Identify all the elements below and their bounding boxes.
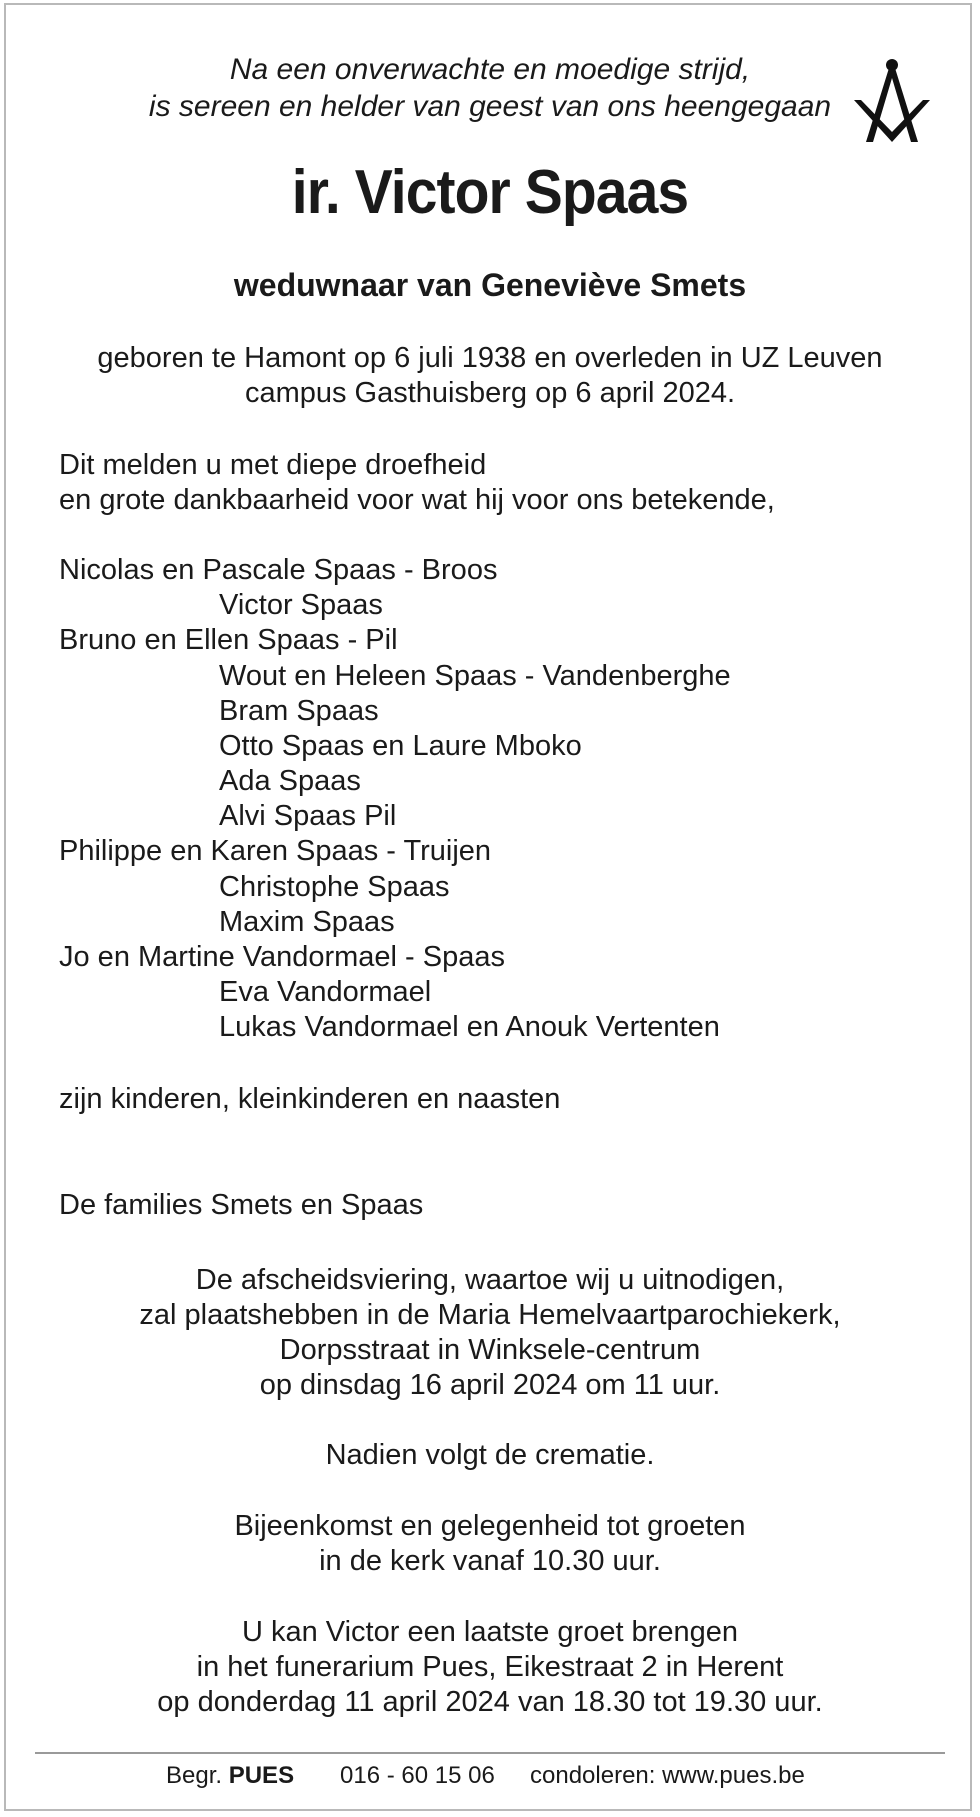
family-line: Nicolas en Pascale Spaas - Broos — [59, 554, 498, 586]
undertaker-prefix: Begr. — [166, 1762, 223, 1789]
ceremony-line-3: Dorpsstraat in Winksele-centrum — [279, 1334, 701, 1366]
intro-line-1: Na een onverwachte en moedige strijd, — [229, 53, 751, 86]
visitation-line-2: in het funerarium Pues, Eikestraat 2 in Herent — [196, 1651, 784, 1683]
announce-line-1: Dit melden u met diepe droefheid — [59, 449, 487, 481]
cremation-text: Nadien volgt de crematie. — [325, 1439, 655, 1471]
family-line: Bruno en Ellen Spaas - Pil — [59, 624, 398, 656]
family-line: Philippe en Karen Spaas - Truijen — [59, 835, 492, 867]
family-line: Jo en Martine Vandormael - Spaas — [59, 941, 505, 973]
gathering-line-2: in de kerk vanaf 10.30 uur. — [319, 1545, 661, 1577]
intro-line-2: is sereen en helder van geest van ons heengegaan — [148, 90, 832, 123]
condolences-link[interactable]: condoleren: www.pues.be — [530, 1762, 805, 1789]
undertaker-name: PUES — [228, 1762, 295, 1789]
family-line: Bram Spaas — [219, 695, 379, 727]
square-and-compass-icon — [852, 58, 932, 146]
family-line: Otto Spaas en Laure Mboko — [219, 730, 582, 762]
announce-line-2: en grote dankbaarheid voor wat hij voor ons betekende, — [59, 484, 775, 516]
birth-line-2: campus Gasthuisberg op 6 april 2024. — [244, 377, 736, 409]
visitation-line-3: op donderdag 11 april 2024 van 18.30 tot 19.30 uur. — [157, 1686, 823, 1718]
family-line: Lukas Vandormael en Anouk Vertenten — [219, 1011, 720, 1043]
family-line: Eva Vandormael — [219, 976, 432, 1008]
family-line: Christophe Spaas — [219, 871, 450, 903]
gathering-line-1: Bijeenkomst en gelegenheid tot groeten — [234, 1510, 746, 1542]
family-line: Victor Spaas — [219, 589, 383, 621]
visitation-line-1: U kan Victor een laatste groet brengen — [241, 1616, 738, 1648]
subtitle: weduwnaar van Geneviève Smets — [233, 267, 747, 303]
ceremony-line-2: zal plaatshebben in de Maria Hemelvaartparochiekerk, — [139, 1299, 841, 1331]
family-line: Maxim Spaas — [219, 906, 395, 938]
family-line: Wout en Heleen Spaas - Vandenberghe — [219, 660, 731, 692]
footer-divider — [35, 1752, 945, 1754]
undertaker-phone: 016 - 60 15 06 — [340, 1762, 495, 1789]
ceremony-line-4: op dinsdag 16 april 2024 om 11 uur. — [259, 1369, 721, 1401]
undertaker-credit — [166, 1761, 294, 1791]
families-text: De families Smets en Spaas — [59, 1189, 424, 1221]
deceased-name: ir. Victor Spaas — [291, 158, 689, 227]
relation-text: zijn kinderen, kleinkinderen en naasten — [59, 1083, 561, 1115]
family-line: Ada Spaas — [219, 765, 361, 797]
ceremony-line-1: De afscheidsviering, waartoe wij u uitnodigen, — [195, 1264, 785, 1296]
birth-line-1: geboren te Hamont op 6 juli 1938 en overleden in UZ Leuven — [97, 342, 883, 374]
family-line: Alvi Spaas Pil — [219, 800, 397, 832]
